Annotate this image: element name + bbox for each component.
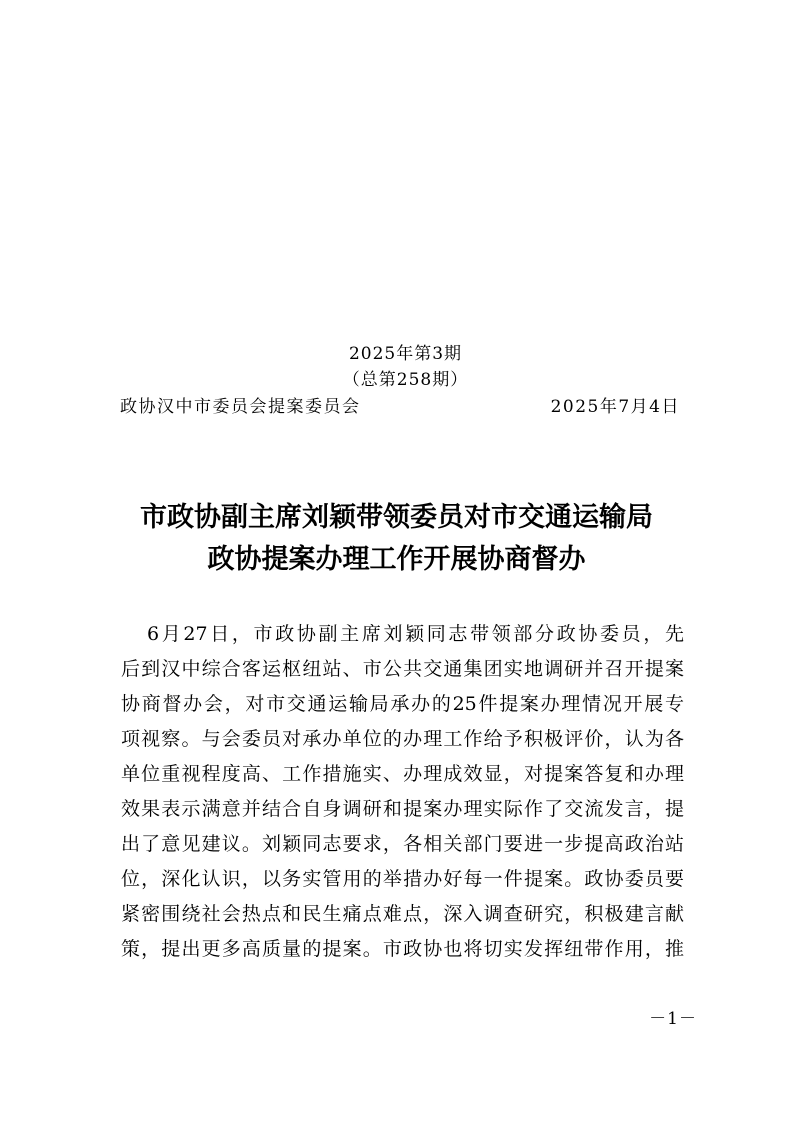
publication-meta: [120, 395, 680, 419]
body-line: 单位重视程度高、工作措施实、办理成效显，对提案答复和办理: [121, 763, 684, 785]
body-line: 位，深化认识，以务实管用的举措办好每一件提案。政协委员要: [121, 868, 684, 890]
article-title-line-1: 市政协副主席刘颖带领委员对市交通运输局: [140, 502, 653, 533]
article-title-line-2: 政协提案办理工作开展协商督办: [207, 544, 586, 575]
body-line: 协商督办会，对市交通运输局承办的25件提案办理情况开展专: [121, 693, 684, 715]
body-line: 策，提出更多高质量的提案。市政协也将切实发挥纽带作用，推: [121, 938, 684, 960]
issuing-organization: 政协汉中市委员会提案委员会: [120, 397, 361, 417]
body-line: 后到汉中综合客运枢纽站、市公共交通集团实地调研并召开提案: [121, 658, 684, 680]
issue-total-number: （总第258期）: [342, 370, 469, 390]
body-line: 6月27日，市政协副主席刘颖同志带领部分政协委员，先: [147, 623, 684, 645]
body-line: 紧密围绕社会热点和民生痛点难点，深入调查研究，积极建言献: [121, 903, 684, 925]
body-line: 出了意见建议。刘颖同志要求，各相关部门要进一步提高政治站: [121, 833, 684, 855]
issue-number: 2025年第3期: [348, 344, 463, 364]
article-body: [121, 617, 684, 967]
body-line: 效果表示满意并结合自身调研和提案办理实际作了交流发言，提: [121, 798, 684, 820]
issue-date: 2025年7月4日: [550, 397, 680, 417]
body-line: 项视察。与会委员对承办单位的办理工作给予积极评价，认为各: [121, 728, 684, 750]
page-number: －1－: [649, 1009, 697, 1029]
